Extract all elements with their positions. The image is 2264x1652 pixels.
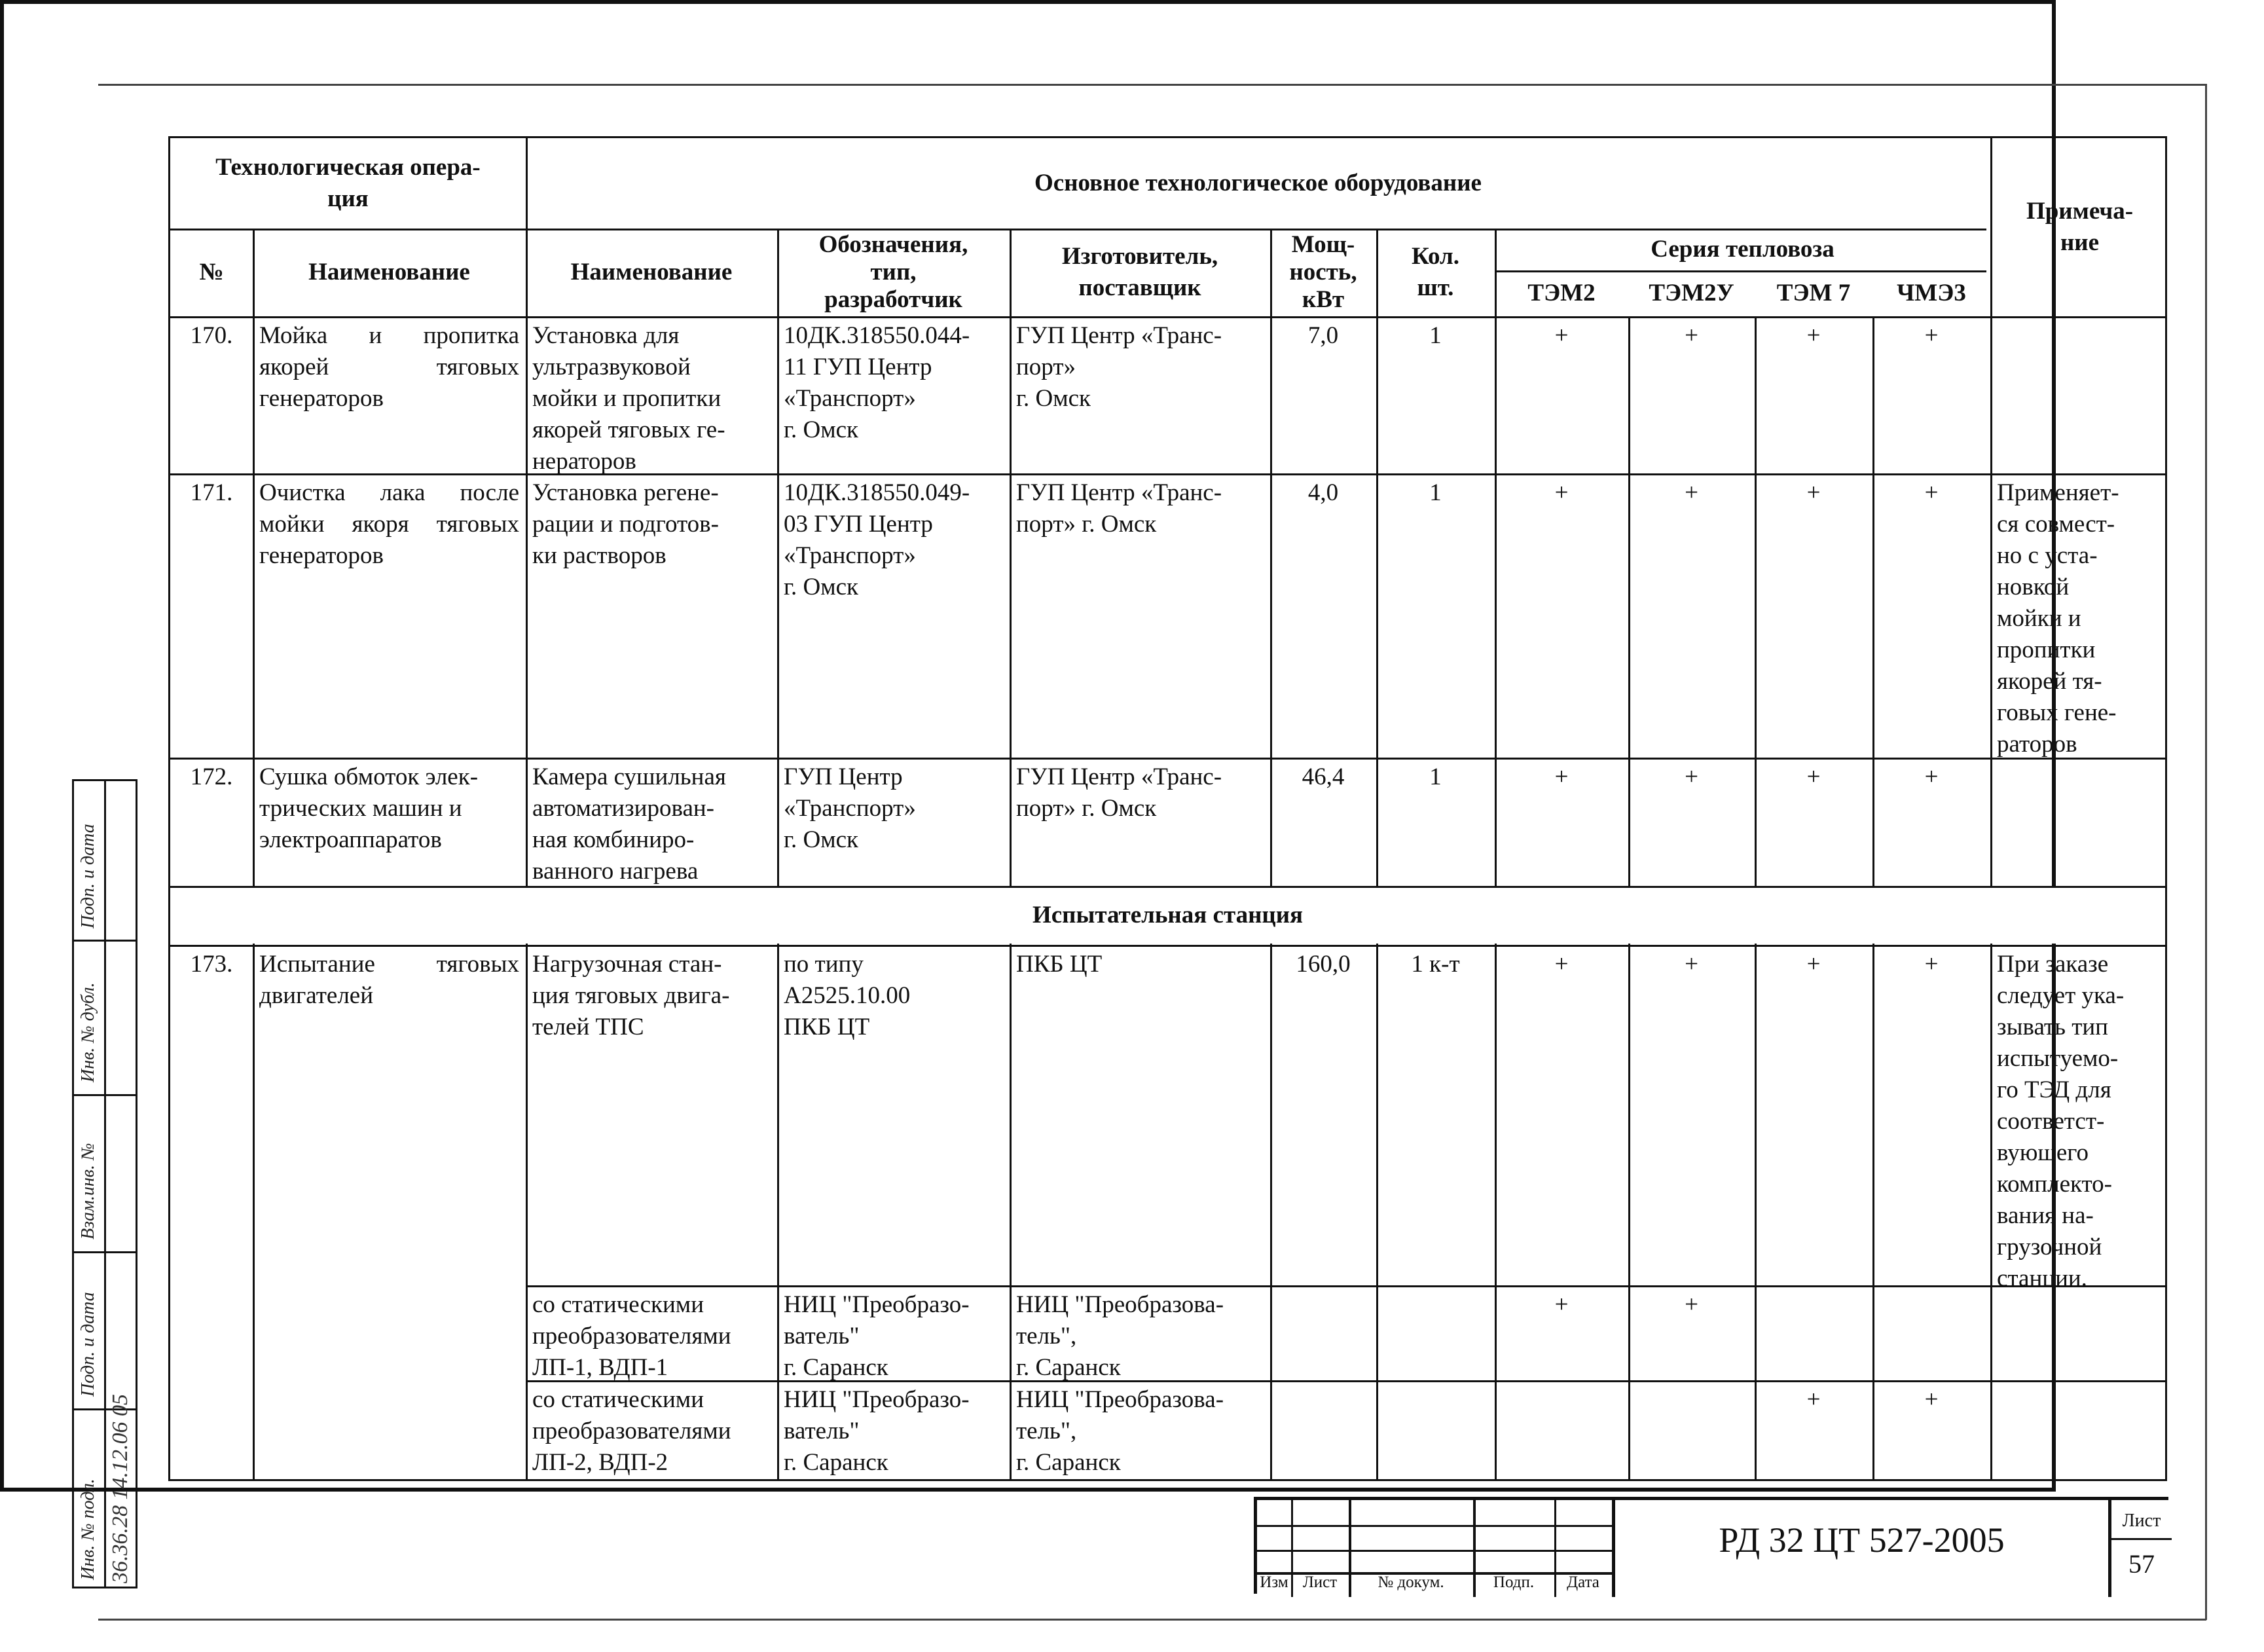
row-173a-mark-tem2u: +: [1685, 951, 1698, 978]
tb-label-date: Дата: [1567, 1573, 1599, 1591]
row-172-num: 172.: [190, 763, 233, 790]
row-173-operation: Испытание тяговых двигателей: [259, 951, 519, 1009]
row-173a-qty: 1 к-т: [1411, 951, 1460, 978]
spec-table: [168, 136, 2167, 1481]
row-173c-designation: НИЦ "Преобразо- ватель" г. Саранск: [784, 1386, 970, 1476]
row-173b-designation: НИЦ "Преобразо- ватель" г. Саранск: [784, 1291, 970, 1381]
outer-top-line: [98, 84, 2206, 86]
row-172-equipment: Камера сушильная автоматизирован- ная комбиниро- ванного нагрева: [532, 763, 726, 885]
row-173a-designation: по типу А2525.10.00 ПКБ ЦТ: [784, 951, 911, 1040]
row-172-mark-tem7: +: [1806, 763, 1821, 790]
row-173c-mark-chme3: +: [1924, 1386, 1939, 1413]
row-170-power: 7,0: [1307, 322, 1339, 349]
row-170-qty: 1: [1429, 322, 1442, 349]
row-171-qty: 1: [1429, 479, 1442, 506]
row-170-manufacturer: ГУП Центр «Транс- порт» г. Омск: [1016, 322, 1222, 412]
row-173b-mark-tem2u: +: [1685, 1291, 1698, 1318]
row-170-mark-chme3: +: [1924, 322, 1939, 349]
row-172-designation: ГУП Центр «Транспорт» г. Омск: [784, 763, 916, 853]
header-loco-tem2: ТЭМ2: [1527, 280, 1596, 306]
row-173c-equipment: со статическими преобразователями ЛП-2, ВДП-2: [532, 1386, 731, 1476]
row-172-operation: Сушка обмоток элек- трических машин и электроаппаратов: [259, 763, 479, 853]
sheet-label: Лист: [2122, 1511, 2161, 1531]
row-173b-equipment: со статическими преобразователями ЛП-1, ВДП-1: [532, 1291, 731, 1381]
row-171-designation: 10ДК.318550.049- 03 ГУП Центр «Транспорт» г. Омск: [784, 479, 970, 600]
row-171-operation: Очистка лака после мойки якоря тяговых генераторов: [259, 479, 519, 569]
outer-right-line: [2205, 84, 2207, 1620]
row-170-equipment: Установка для ультразвуковой мойки и пропитки якорей тяговых ге- нераторов: [532, 322, 725, 475]
header-manufacturer: Изготовитель, поставщик: [1061, 243, 1218, 301]
binding-sidebar: [72, 779, 137, 1588]
row-170-mark-tem2u: +: [1685, 322, 1698, 349]
row-173a-mark-tem2: +: [1554, 951, 1569, 978]
sheet-number: 57: [2128, 1549, 2155, 1579]
row-170-operation: Мойка и пропитка якорей тяговых генераторов: [259, 322, 519, 412]
row-173b-manufacturer: НИЦ "Преобразова- тель", г. Саранск: [1016, 1291, 1224, 1381]
row-171-mark-tem2u: +: [1685, 479, 1698, 506]
row-173-num: 173.: [190, 951, 233, 978]
header-tech-op: Технологическая опера- ция: [215, 154, 481, 212]
row-172-power: 46,4: [1302, 763, 1345, 790]
row-170-num: 170.: [190, 322, 233, 349]
row-173a-power: 160,0: [1296, 951, 1351, 978]
doc-code: РД 32 ЦТ 527-2005: [1719, 1520, 2005, 1560]
section-title: Испытательная станция: [1032, 902, 1304, 928]
header-eq-name: Наименование: [570, 259, 733, 285]
sidebar-label-sign-date-2: Подп. и дата: [78, 1292, 98, 1397]
row-170-mark-tem2: +: [1554, 322, 1569, 349]
header-loco-chme3: ЧМЭ3: [1897, 280, 1966, 306]
row-173a-note: При заказе следует ука- зывать тип испытуемо- го ТЭД для соответст- вующего комплекто- вания на- грузочной станции.: [1997, 951, 2125, 1292]
row-170-mark-tem7: +: [1806, 322, 1821, 349]
row-173a-mark-chme3: +: [1924, 951, 1939, 978]
row-172-mark-chme3: +: [1924, 763, 1939, 790]
row-171-mark-tem2: +: [1554, 479, 1569, 506]
row-172-qty: 1: [1429, 763, 1442, 790]
row-173c-manufacturer: НИЦ "Преобразова- тель", г. Саранск: [1016, 1386, 1224, 1476]
title-block: [1254, 1497, 2168, 1594]
header-op-name: Наименование: [308, 259, 470, 285]
row-171-power: 4,0: [1307, 479, 1339, 506]
tb-label-doc: № докум.: [1378, 1573, 1444, 1591]
header-series: Серия тепловоза: [1651, 236, 1835, 263]
sidebar-label-orig-inv: Инв. № подл.: [78, 1478, 98, 1580]
header-power: Мощ- ность, кВт: [1289, 231, 1357, 313]
header-note: Примеча- ние: [2026, 198, 2134, 256]
tb-label-izm: Изм: [1260, 1573, 1288, 1591]
sidebar-label-replace-inv: Взам.инв. №: [78, 1143, 98, 1239]
header-loco-tem7: ТЭМ 7: [1776, 280, 1851, 306]
sidebar-label-sign-date-1: Подп. и дата: [78, 824, 98, 928]
row-171-manufacturer: ГУП Центр «Транс- порт» г. Омск: [1016, 479, 1222, 538]
row-171-mark-chme3: +: [1924, 479, 1939, 506]
header-main-equipment: Основное технологическое оборудование: [1034, 170, 1482, 196]
header-qty: Кол. шт.: [1411, 243, 1459, 301]
row-173a-manufacturer: ПКБ ЦТ: [1016, 951, 1103, 978]
row-171-num: 171.: [190, 479, 233, 506]
row-172-mark-tem2u: +: [1685, 763, 1698, 790]
outer-bottom-line: [98, 1619, 2206, 1621]
sidebar-handwriting: 36.36.28 14.12.06 05: [108, 1394, 132, 1583]
tb-label-sign: Подп.: [1493, 1573, 1535, 1591]
header-designation: Обозначения, тип, разработчик: [818, 231, 968, 313]
row-172-manufacturer: ГУП Центр «Транс- порт» г. Омск: [1016, 763, 1222, 822]
header-loco-tem2u: ТЭМ2У: [1649, 280, 1734, 306]
row-173a-mark-tem7: +: [1806, 951, 1821, 978]
row-171-note: Применяет- ся совмест- но с уста- новкой мойки и пропитки якорей тя- говых гене- раторов: [1997, 479, 2119, 758]
sidebar-label-dup-inv: Инв. № дубл.: [78, 982, 98, 1082]
tb-label-list: Лист: [1302, 1573, 1338, 1591]
row-172-mark-tem2: +: [1554, 763, 1569, 790]
header-num: №: [199, 259, 224, 285]
row-170-designation: 10ДК.318550.044- 11 ГУП Центр «Транспорт» г. Омск: [784, 322, 970, 443]
row-173c-mark-tem7: +: [1806, 1386, 1821, 1413]
row-173b-mark-tem2: +: [1554, 1291, 1569, 1318]
row-171-equipment: Установка регене- рации и подготов- ки растворов: [532, 479, 719, 569]
row-173a-equipment: Нагрузочная стан- ция тяговых двига- телей ТПС: [532, 951, 730, 1040]
row-171-mark-tem7: +: [1806, 479, 1821, 506]
